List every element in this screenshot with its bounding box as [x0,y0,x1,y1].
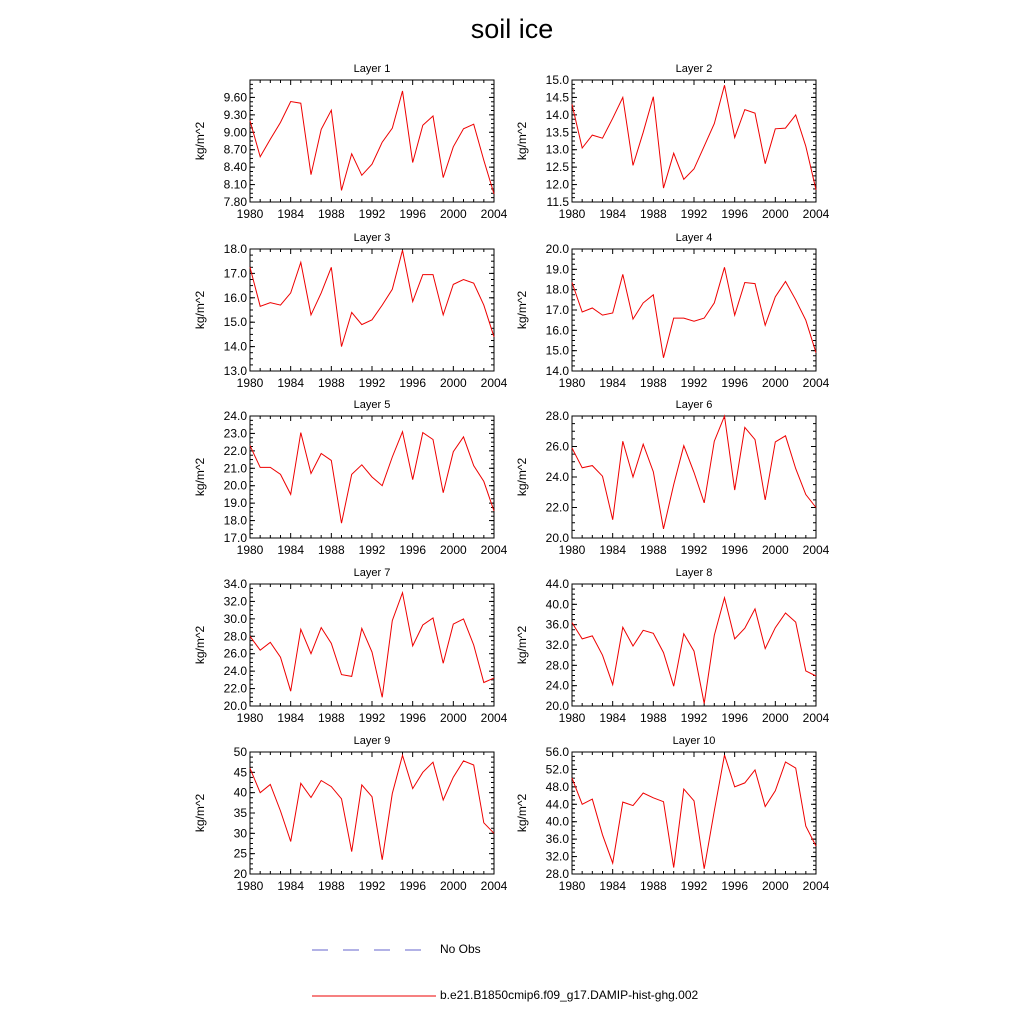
panel-title-layer-10: Layer 10 [672,735,716,747]
panel-title-layer-3: Layer 3 [353,232,391,244]
plot-frame [250,249,494,371]
series-line-layer-1 [250,91,494,194]
panel-title-layer-1: Layer 1 [353,63,391,75]
y-tick-label: 22.0 [545,500,569,515]
panel-layer-7 [193,567,508,725]
y-tick-label: 21.0 [223,461,247,476]
x-tick-label: 2000 [761,543,789,557]
series-line-layer-2 [572,85,816,190]
x-tick-label: 1980 [236,376,264,390]
y-tick-label: 28.0 [223,629,247,644]
y-tick-label: 16.0 [545,323,569,338]
x-tick-label: 1996 [399,543,427,557]
y-tick-label: 26.0 [223,646,247,661]
y-tick-label: 19.0 [223,496,247,511]
y-tick-label: 32.0 [545,849,569,864]
x-tick-label: 1996 [721,711,749,725]
y-tick-label: 20 [233,867,247,881]
y-tick-label: 34.0 [223,577,247,591]
y-axis-label: kg/m^2 [193,290,207,330]
x-tick-label: 1996 [399,376,427,390]
x-tick-label: 1996 [721,207,749,221]
series-line-layer-7 [250,593,494,698]
x-tick-label: 1988 [639,711,667,725]
x-tick-label: 1992 [358,207,386,221]
y-tick-label: 56.0 [545,745,569,759]
y-tick-label: 24.0 [223,409,247,423]
plot-frame [572,249,816,371]
panel-layer-6 [515,399,830,557]
x-tick-label: 1992 [680,376,708,390]
x-tick-label: 2004 [802,207,830,221]
panel-title-layer-2: Layer 2 [675,63,713,75]
y-tick-label: 32.0 [545,638,569,652]
x-tick-label: 2000 [761,376,789,390]
y-tick-label: 40 [233,785,247,800]
y-tick-label: 9.00 [223,125,247,140]
y-tick-label: 13.5 [545,125,569,140]
x-tick-label: 2004 [480,711,508,725]
y-tick-label: 24.0 [545,470,569,484]
panel-title-layer-5: Layer 5 [353,399,391,411]
panel-title-layer-7: Layer 7 [353,567,391,579]
x-tick-label: 1984 [599,879,627,893]
y-tick-label: 14.0 [223,339,247,354]
y-tick-label: 13.0 [545,142,569,157]
x-tick-label: 1980 [558,711,586,725]
legend-label-no-obs: No Obs [440,942,481,956]
y-tick-label: 36.0 [545,617,569,632]
x-tick-label: 1980 [236,207,264,221]
panel-title-layer-9: Layer 9 [353,735,391,747]
panel-layer-2 [515,63,830,221]
y-tick-label: 8.40 [223,160,247,175]
x-tick-label: 2000 [439,879,467,893]
x-tick-label: 1988 [317,879,345,893]
series-line-layer-10 [572,755,816,869]
plot-frame [250,584,494,706]
x-tick-label: 1988 [639,543,667,557]
y-tick-label: 50 [233,745,247,759]
x-tick-label: 1984 [599,711,627,725]
y-tick-label: 11.5 [546,195,569,209]
y-tick-label: 26.0 [545,439,569,454]
y-tick-label: 18.0 [223,242,247,256]
y-tick-label: 44.0 [545,577,569,591]
x-tick-label: 1988 [317,376,345,390]
x-tick-label: 2004 [480,543,508,557]
x-tick-label: 1988 [317,543,345,557]
y-tick-label: 40.0 [545,597,569,612]
plot-frame [572,752,816,874]
y-tick-label: 15.0 [545,343,569,358]
panel-layer-10 [515,735,830,893]
y-tick-label: 8.70 [223,142,247,157]
x-tick-label: 1996 [399,207,427,221]
x-tick-label: 1996 [721,376,749,390]
x-tick-label: 2004 [802,543,830,557]
x-tick-label: 1996 [721,879,749,893]
x-tick-label: 1984 [599,207,627,221]
x-tick-label: 1984 [277,711,305,725]
y-tick-label: 48.0 [545,779,569,794]
plot-frame [250,80,494,202]
legend-item-no-obs [312,942,612,958]
y-axis-label: kg/m^2 [515,290,529,330]
series-line-layer-5 [250,432,494,524]
series-line-layer-3 [250,250,494,346]
y-axis-label: kg/m^2 [193,121,207,161]
plot-frame [572,416,816,538]
series-line-layer-9 [250,755,494,860]
x-tick-label: 2000 [439,207,467,221]
x-tick-label: 1992 [680,207,708,221]
x-tick-label: 1980 [558,543,586,557]
plot-frame [572,80,816,202]
x-tick-label: 1984 [277,207,305,221]
x-tick-label: 1992 [358,711,386,725]
x-tick-label: 2004 [480,879,508,893]
x-tick-label: 2004 [802,711,830,725]
x-tick-label: 1992 [358,543,386,557]
y-tick-label: 40.0 [545,814,569,829]
y-tick-label: 28.0 [545,409,569,423]
y-tick-label: 36.0 [545,832,569,847]
panel-layer-3 [193,232,508,390]
y-tick-label: 20.0 [223,699,247,713]
legend-sample-run [312,988,438,1004]
y-tick-label: 20.0 [545,531,569,545]
y-tick-label: 30 [233,826,247,841]
y-tick-label: 20.0 [545,699,569,713]
y-tick-label: 18.0 [545,282,569,297]
y-axis-label: kg/m^2 [515,121,529,161]
y-tick-label: 35 [233,806,247,820]
series-line-layer-8 [572,598,816,704]
y-axis-label: kg/m^2 [515,625,529,665]
x-tick-label: 1984 [277,376,305,390]
figure-title: soil ice [470,14,554,44]
x-tick-label: 1980 [236,543,264,557]
y-tick-label: 45 [233,765,247,780]
x-tick-label: 1984 [277,543,305,557]
x-tick-label: 1992 [358,879,386,893]
x-tick-label: 2000 [761,207,789,221]
series-line-layer-4 [572,267,816,358]
x-tick-label: 1980 [236,711,264,725]
x-tick-label: 1984 [599,376,627,390]
x-tick-label: 1980 [558,376,586,390]
y-tick-label: 20.0 [223,478,247,493]
x-tick-label: 2000 [439,376,467,390]
panel-layer-4 [515,232,830,390]
y-tick-label: 22.0 [223,681,247,696]
y-tick-label: 17.0 [223,531,247,545]
x-tick-label: 1988 [639,879,667,893]
x-tick-label: 1980 [558,879,586,893]
y-axis-label: kg/m^2 [193,625,207,665]
y-tick-label: 22.0 [223,443,247,458]
y-tick-label: 28.0 [545,658,569,673]
y-tick-label: 28.0 [545,867,569,881]
y-tick-label: 16.0 [223,290,247,305]
x-tick-label: 1988 [317,711,345,725]
x-tick-label: 1996 [399,879,427,893]
y-tick-label: 15.0 [223,315,247,330]
y-tick-label: 30.0 [223,611,247,626]
legend-sample-no-obs [312,942,438,958]
legend-item-run [312,988,752,1004]
panel-layer-8 [515,567,830,725]
y-axis-label: kg/m^2 [515,457,529,497]
y-tick-label: 24.0 [223,664,247,679]
y-tick-label: 24.0 [545,678,569,693]
y-tick-label: 7.80 [223,195,247,209]
x-tick-label: 1980 [236,879,264,893]
y-tick-label: 32.0 [223,594,247,609]
y-tick-label: 19.0 [545,262,569,277]
y-tick-label: 8.10 [223,177,247,192]
x-tick-label: 1984 [599,543,627,557]
y-axis-label: kg/m^2 [193,793,207,833]
y-tick-label: 9.30 [223,107,247,122]
y-tick-label: 20.0 [545,242,569,256]
x-tick-label: 1996 [399,711,427,725]
x-tick-label: 2004 [802,376,830,390]
y-tick-label: 25 [233,846,247,861]
y-axis-label: kg/m^2 [515,793,529,833]
y-axis-label: kg/m^2 [193,457,207,497]
panel-layer-9 [193,735,508,893]
y-tick-label: 15.0 [545,73,569,87]
x-tick-label: 1988 [639,207,667,221]
y-tick-label: 14.5 [545,90,569,105]
x-tick-label: 1992 [680,543,708,557]
legend-label-run: b.e21.B1850cmip6.f09_g17.DAMIP-hist-ghg.002 [440,988,699,1002]
x-tick-label: 1988 [639,376,667,390]
panel-layer-5 [193,399,508,557]
x-tick-label: 2004 [480,207,508,221]
panel-layer-1 [193,63,508,221]
series-line-layer-6 [572,416,816,529]
y-tick-label: 9.60 [223,90,247,105]
y-tick-label: 14.0 [545,364,569,378]
x-tick-label: 1992 [680,711,708,725]
x-tick-label: 2000 [761,711,789,725]
x-tick-label: 1992 [680,879,708,893]
y-tick-label: 12.0 [545,177,569,192]
y-tick-label: 12.5 [545,160,569,175]
y-tick-label: 17.0 [223,266,247,281]
x-tick-label: 1992 [358,376,386,390]
y-tick-label: 44.0 [545,797,569,812]
plot-frame [572,584,816,706]
panel-title-layer-8: Layer 8 [675,567,713,579]
x-tick-label: 2000 [761,879,789,893]
y-tick-label: 23.0 [223,426,247,441]
x-tick-label: 2004 [480,376,508,390]
y-tick-label: 52.0 [545,762,569,777]
panel-title-layer-4: Layer 4 [675,232,713,244]
x-tick-label: 1980 [558,207,586,221]
x-tick-label: 1996 [721,543,749,557]
y-tick-label: 17.0 [545,303,569,317]
y-tick-label: 14.0 [545,107,569,122]
x-tick-label: 2000 [439,543,467,557]
y-tick-label: 13.0 [223,364,247,378]
panel-title-layer-6: Layer 6 [675,399,713,411]
x-tick-label: 2000 [439,711,467,725]
x-tick-label: 1988 [317,207,345,221]
x-tick-label: 2004 [802,879,830,893]
y-tick-label: 18.0 [223,513,247,528]
x-tick-label: 1984 [277,879,305,893]
